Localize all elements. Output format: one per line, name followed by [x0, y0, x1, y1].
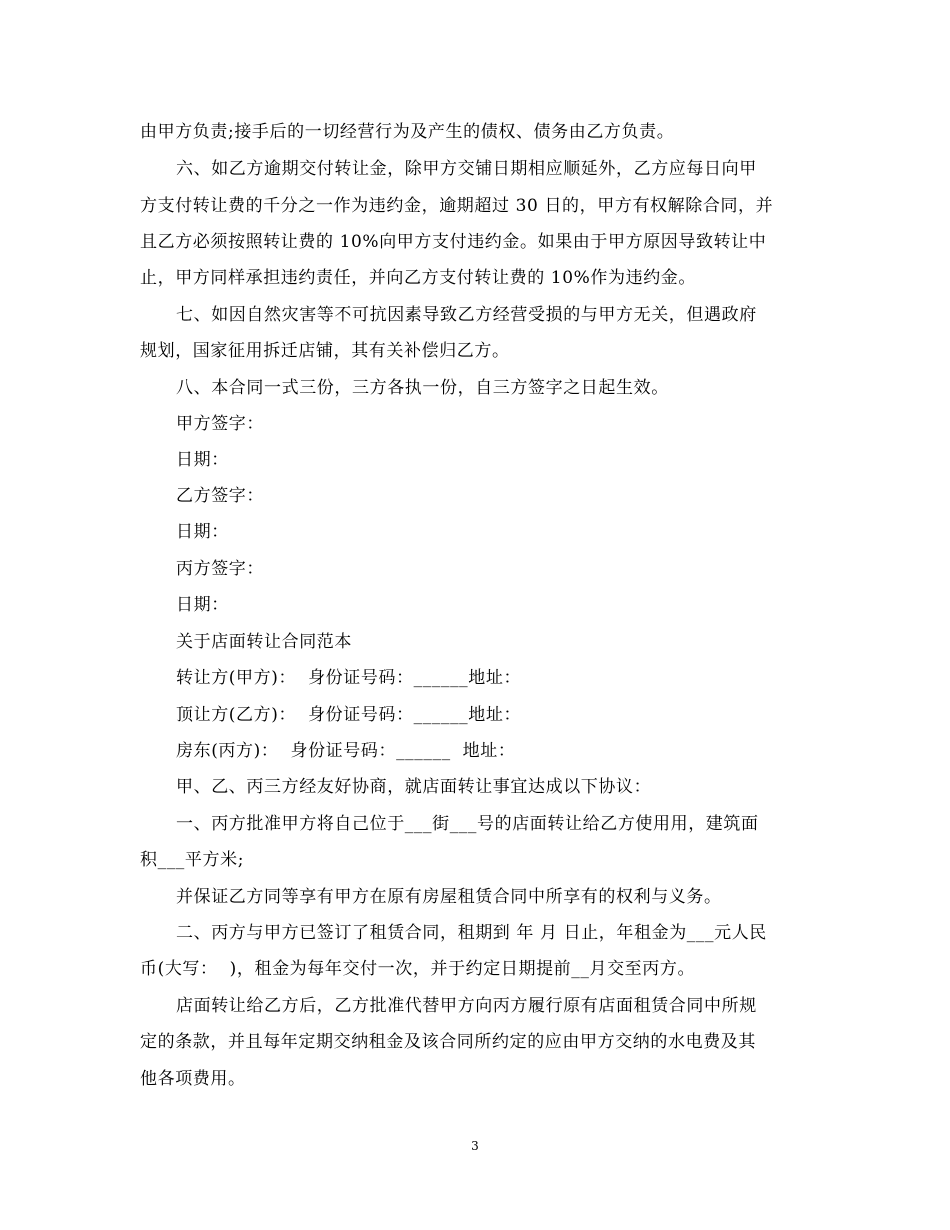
- party-b-date: 日期：: [176, 522, 229, 542]
- text-line: 积___平方米;: [140, 850, 245, 870]
- party-c-date: 日期：: [176, 595, 229, 615]
- text-line: 止，甲方同样承担违约责任，并向乙方支付转让费的 10%作为违约金。: [140, 268, 696, 288]
- clause-one: 一、丙方批准甲方将自己位于___街___号的店面转让给乙方使用用，建筑面: [176, 814, 759, 834]
- party-b-signature: 乙方签字：: [176, 486, 264, 506]
- clause-seven: 七、如因自然灾害等不可抗因素导致乙方经营受损的与甲方无关，但遇政府: [176, 305, 757, 325]
- party-c-signature: 丙方签字：: [176, 559, 264, 579]
- clause-six: 六、如乙方逾期交付转让金，除甲方交铺日期相应顺延外，乙方应每日向甲: [176, 159, 757, 179]
- text-line: 他各项费用。: [140, 1069, 246, 1089]
- contract-heading: 关于店面转让合同范本: [176, 632, 352, 652]
- transfer-paragraph: 店面转让给乙方后，乙方批准代替甲方向丙方履行原有店面租赁合同中所规: [176, 996, 757, 1016]
- text-line: 规划，国家征用拆迁店铺，其有关补偿归乙方。: [140, 341, 510, 361]
- party-a-signature: 甲方签字：: [176, 414, 264, 434]
- rights-paragraph: 并保证乙方同等享有甲方在原有房屋租赁合同中所享有的权利与义务。: [176, 887, 722, 907]
- page-number: 3: [471, 1139, 479, 1153]
- transferor-info: 转让方(甲方)： 身份证号码：______地址：: [176, 668, 522, 688]
- text-line: 币(大写： )，租金为每年交付一次，并于约定日期提前__月交至丙方。: [140, 959, 696, 979]
- text-line: 方支付转让费的千分之一作为违约金，逾期超过 30 日的，甲方有权解除合同，并: [140, 196, 774, 216]
- clause-two: 二、丙方与甲方已签订了租赁合同，租期到 年 月 日止，年租金为___元人民: [176, 923, 767, 943]
- text-line: 定的条款，并且每年定期交纳租金及该合同所约定的应由甲方交纳的水电费及其: [140, 1032, 756, 1052]
- text-line: 且乙方必须按照转让费的 10%向甲方支付违约金。如果由于甲方原因导致转让中: [140, 232, 767, 252]
- agreement-intro: 甲、乙、丙三方经友好协商，就店面转让事宜达成以下协议：: [176, 777, 652, 797]
- clause-eight: 八、本合同一式三份，三方各执一份，自三方签字之日起生效。: [176, 378, 669, 398]
- party-a-date: 日期：: [176, 450, 229, 470]
- text-line: 由甲方负责;接手后的一切经营行为及产生的债权、债务由乙方负责。: [140, 122, 675, 142]
- landlord-info: 房东(丙方)： 身份证号码：______ 地址：: [176, 741, 516, 761]
- transferee-info: 顶让方(乙方)： 身份证号码：______地址：: [176, 705, 522, 725]
